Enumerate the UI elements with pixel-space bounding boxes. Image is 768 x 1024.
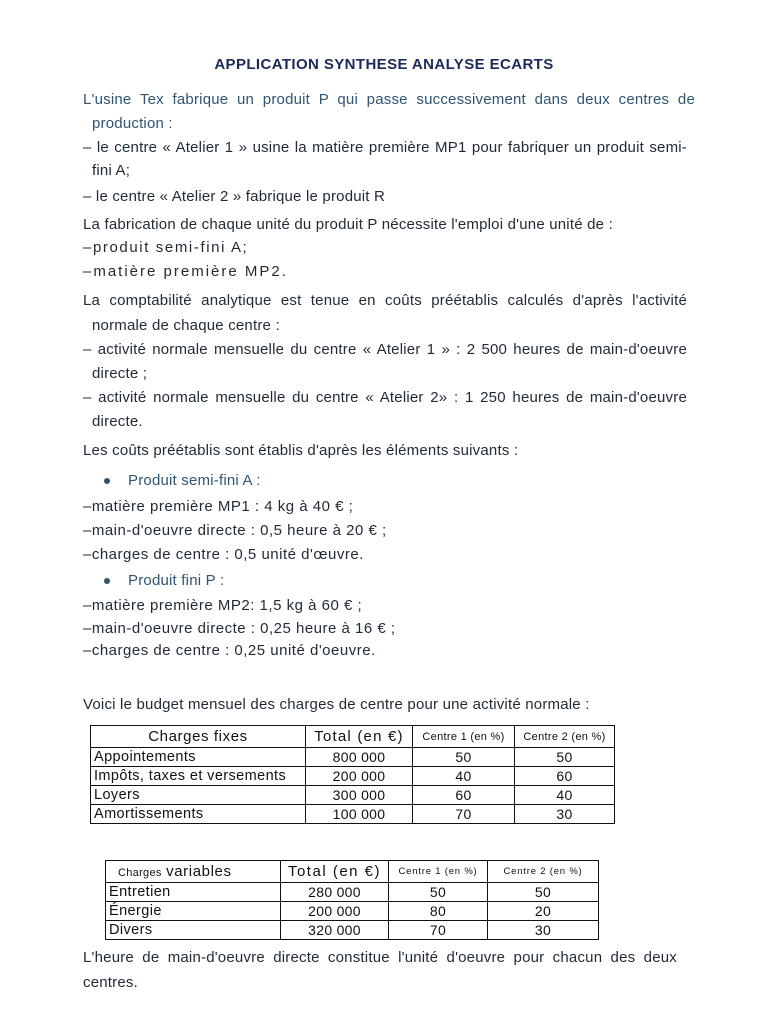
intro-line: production : <box>92 115 173 132</box>
charge-label: Divers <box>106 921 281 940</box>
charge-label: Impôts, taxes et versements <box>91 767 306 786</box>
activite-atelier-2: – activité normale mensuelle du centre « Atelier 2» : 1 250 heures de main-d'oeuvre <box>83 389 687 406</box>
cost-item: –charges de centre : 0,25 unité d'oeuvre. <box>83 642 376 659</box>
centre-2-cell: 40 <box>515 786 615 805</box>
conclusion-text: centres. <box>83 974 138 991</box>
centre-1-cell: 80 <box>389 902 488 921</box>
header-main: variables <box>166 862 232 880</box>
cost-item: –main-d'oeuvre directe : 0,5 heure à 20 € ; <box>83 522 387 539</box>
table-row <box>91 767 615 786</box>
column-header: Total (en €) <box>306 726 413 748</box>
header-prefix: Charges <box>118 866 162 879</box>
total-cell: 300 000 <box>306 786 413 805</box>
column-header: Total (en €) <box>281 861 389 883</box>
table-row <box>106 921 599 940</box>
centre-2-cell: 20 <box>488 902 599 921</box>
centre-2-cell: 60 <box>515 767 615 786</box>
total-cell: 200 000 <box>281 902 389 921</box>
cost-item: –charges de centre : 0,5 unité d'œuvre. <box>83 546 364 563</box>
couts-text: Les coûts préétablis sont établis d'après les éléments suivants : <box>83 442 519 459</box>
table-row <box>91 748 615 767</box>
column-header: Centre 1 (en %) <box>389 861 488 883</box>
table-header-row <box>91 726 615 748</box>
total-cell: 280 000 <box>281 883 389 902</box>
column-header: Charges fixes <box>91 726 306 748</box>
comptabilite-text: normale de chaque centre : <box>92 317 280 334</box>
bullet-icon <box>104 478 110 484</box>
centre-1-cell: 60 <box>413 786 515 805</box>
table-row <box>91 805 615 824</box>
table-row <box>106 883 599 902</box>
fixed-charges-table <box>90 725 615 824</box>
table-header-row <box>106 861 599 883</box>
activite-atelier-1: – activité normale mensuelle du centre « Atelier 1 » : 2 500 heures de main-d'oeuvre <box>83 341 687 358</box>
table-row <box>91 786 615 805</box>
charge-label: Énergie <box>106 902 281 921</box>
table-row <box>106 902 599 921</box>
charge-label: Amortissements <box>91 805 306 824</box>
variable-charges-table <box>105 860 599 940</box>
centre-1-cell: 40 <box>413 767 515 786</box>
centre-2-cell: 50 <box>515 748 615 767</box>
centre-2-cell: 50 <box>488 883 599 902</box>
centre-2-cell: 30 <box>488 921 599 940</box>
cost-item: –main-d'oeuvre directe : 0,25 heure à 16 € ; <box>83 620 396 637</box>
centre-1-cell: 50 <box>413 748 515 767</box>
centre-atelier-1-text: fini A; <box>92 162 131 179</box>
product-heading: Produit fini P : <box>128 572 225 589</box>
centre-atelier-2-text: – le centre « Atelier 2 » fabrique le produit R <box>83 188 386 205</box>
activite-atelier-1: directe ; <box>92 365 148 382</box>
total-cell: 800 000 <box>306 748 413 767</box>
centre-2-cell: 30 <box>515 805 615 824</box>
comptabilite-text: La comptabilité analytique est tenue en coûts préétablis calculés d'après l'activité <box>83 292 687 309</box>
bullet-icon <box>104 578 110 584</box>
column-header: Centre 1 (en %) <box>413 726 515 748</box>
conclusion-text: L'heure de main-d'oeuvre directe constitue l'unité d'oeuvre pour chacun des deux <box>83 949 677 966</box>
cost-item: –matière première MP1 : 4 kg à 40 € ; <box>83 498 354 515</box>
fabrication-item: –matière première MP2. <box>83 263 288 280</box>
centre-1-cell: 50 <box>389 883 488 902</box>
column-header <box>106 861 281 883</box>
intro-line: L'usine Tex fabrique un produit P qui passe successivement dans deux centres de <box>83 91 695 108</box>
total-cell: 200 000 <box>306 767 413 786</box>
total-cell: 320 000 <box>281 921 389 940</box>
charge-label: Entretien <box>106 883 281 902</box>
centre-1-cell: 70 <box>389 921 488 940</box>
document-title: APPLICATION SYNTHESE ANALYSE ECARTS <box>214 56 554 73</box>
product-heading: Produit semi-fini A : <box>128 472 261 489</box>
centre-1-cell: 70 <box>413 805 515 824</box>
total-cell: 100 000 <box>306 805 413 824</box>
budget-intro: Voici le budget mensuel des charges de centre pour une activité normale : <box>83 696 590 713</box>
charge-label: Loyers <box>91 786 306 805</box>
fabrication-text: La fabrication de chaque unité du produit P nécessite l'emploi d'une unité de : <box>83 216 613 233</box>
column-header: Centre 2 (en %) <box>488 861 599 883</box>
column-header: Centre 2 (en %) <box>515 726 615 748</box>
charge-label: Appointements <box>91 748 306 767</box>
activite-atelier-2: directe. <box>92 413 143 430</box>
fabrication-item: –produit semi-fini A; <box>83 239 249 256</box>
cost-item: –matière première MP2: 1,5 kg à 60 € ; <box>83 597 363 614</box>
centre-atelier-1-text: – le centre « Atelier 1 » usine la matière première MP1 pour fabriquer un produit semi- <box>83 139 687 156</box>
